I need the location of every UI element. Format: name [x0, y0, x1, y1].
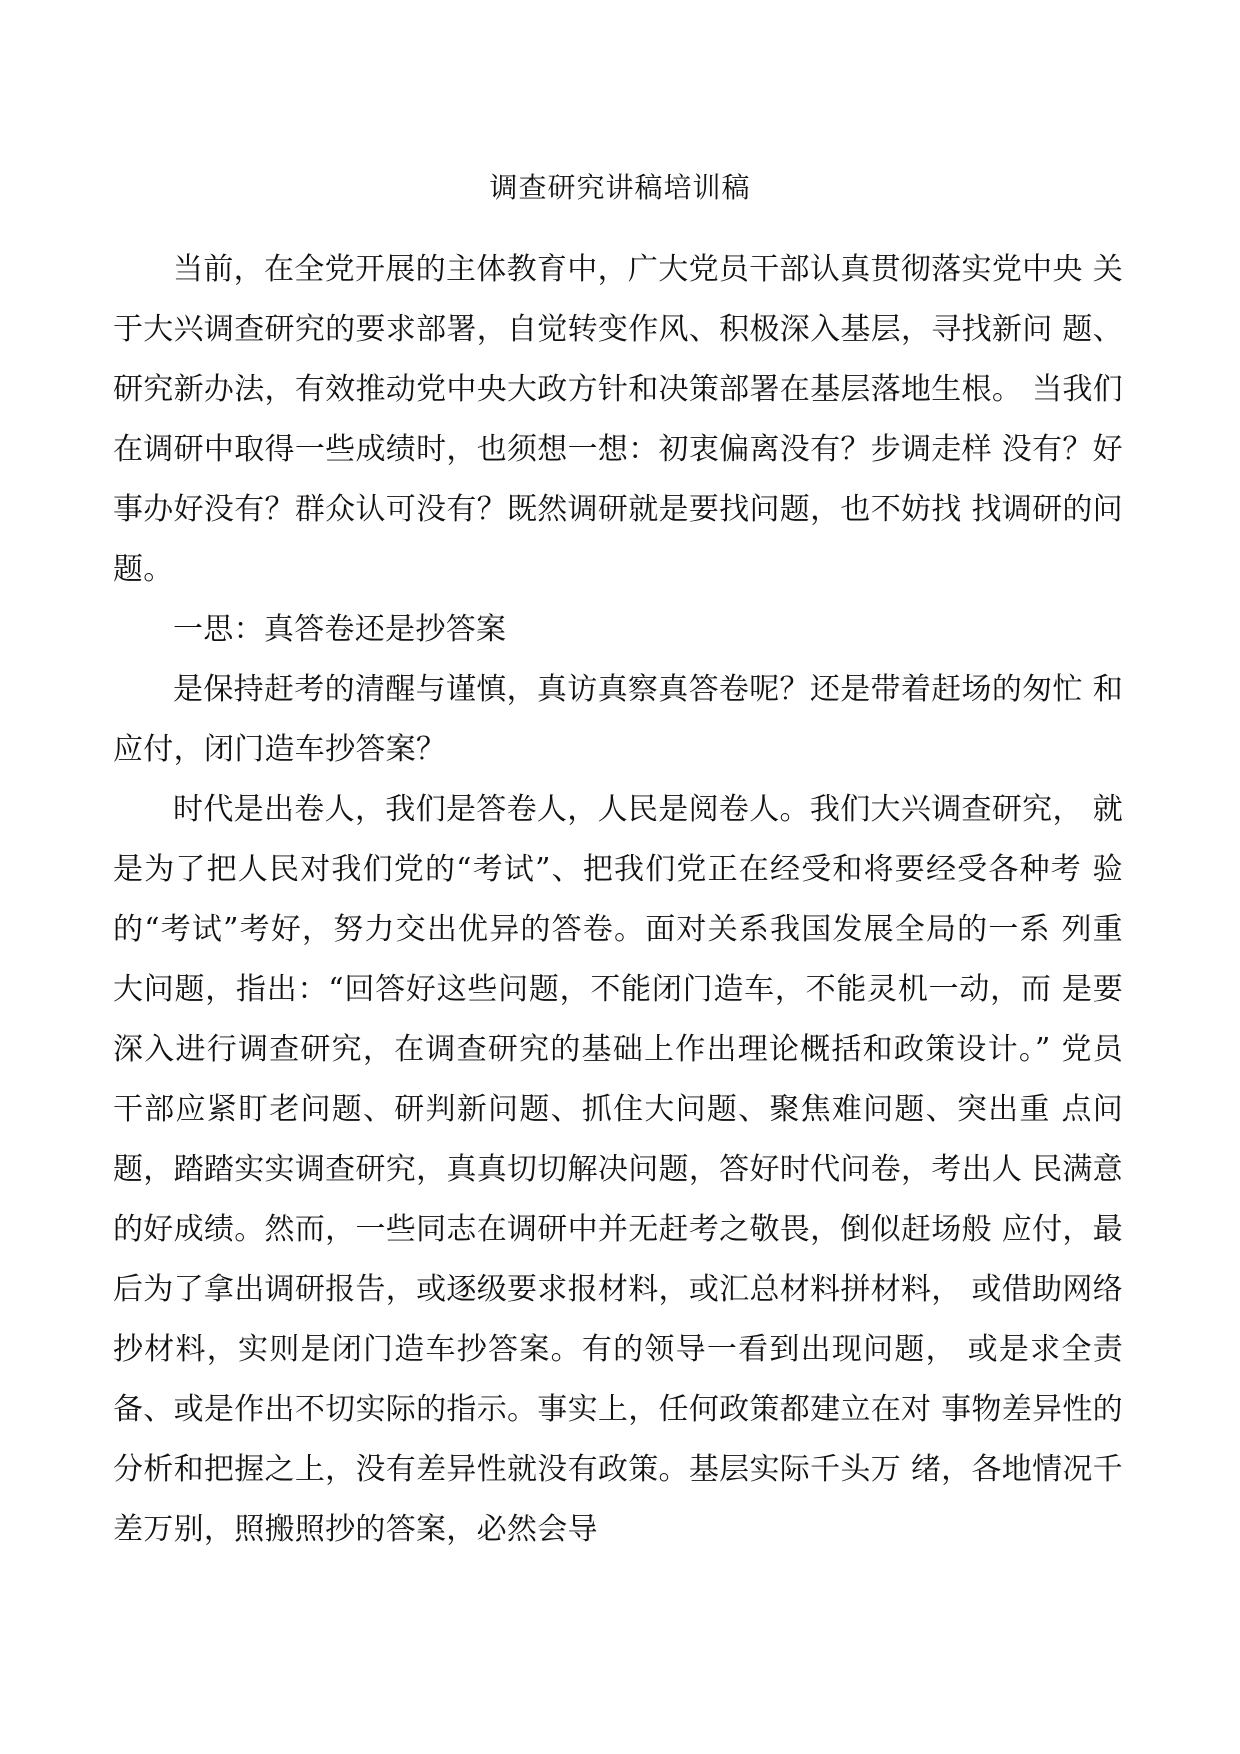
paragraph-intro: 当前，在全党开展的主体教育中，广大党员干部认真贯彻落实党中央 关于大兴调查研究的要求部署，自觉转变作风、积极深入基层，寻找新问 题、研究新办法，有效推动党中央大政方针和决策部署在基层落地生根。 当我们在调研中取得一些成绩时，也须想一想：初衷偏离没有？步调走样 没有？好事办好没有？群众认可没有？既然调研就是要找问题，也不妨找 找调研的问题。 [113, 252, 1123, 587]
document-title: 调查研究讲稿培训稿 [489, 171, 751, 204]
paragraph-question: 是保持赶考的清醒与谨慎，真访真察真答卷呢？还是带着赶场的匆忙 和应付，闭门造车抄答案？ [113, 672, 1123, 767]
section-heading-1: 一思：真答卷还是抄答案 [173, 612, 507, 647]
paragraph-main: 时代是出卷人，我们是答卷人，人民是阅卷人。我们大兴调查研究， 就是为了把人民对我们党的“考试”、把我们党正在经受和将要经受各种考 验的“考试”考好，努力交出优异的答卷。面对关系我国发展全局的一系 列重大问题，指出：“回答好这些问题，不能闭门造车，不能灵机一动，而 是要深入进行调查研究，在调查研究的基础上作出理论概括和政策设计。” 党员干部应紧盯老问题、研判新问题、抓住大问题、聚焦难问题、突出重 点问题，踏踏实实调查研究，真真切切解决问题，答好时代问卷，考出人 民满意的好成绩。然而，一些同志在调研中并无赶考之敬畏，倒似赶场般 应付，最后为了拿出调研报告，或逐级要求报材料，或汇总材料拼材料， 或借助网络抄材料，实则是闭门造车抄答案。有的领导一看到出现问题， 或是求全责备、或是作出不切实际的指示。事实上，任何政策都建立在对 事物差异性的分析和把握之上，没有差异性就没有政策。基层实际千头万 绪，各地情况千差万别，照搬照抄的答案，必然会导 [113, 792, 1123, 1547]
document-body [113, 240, 1123, 1560]
